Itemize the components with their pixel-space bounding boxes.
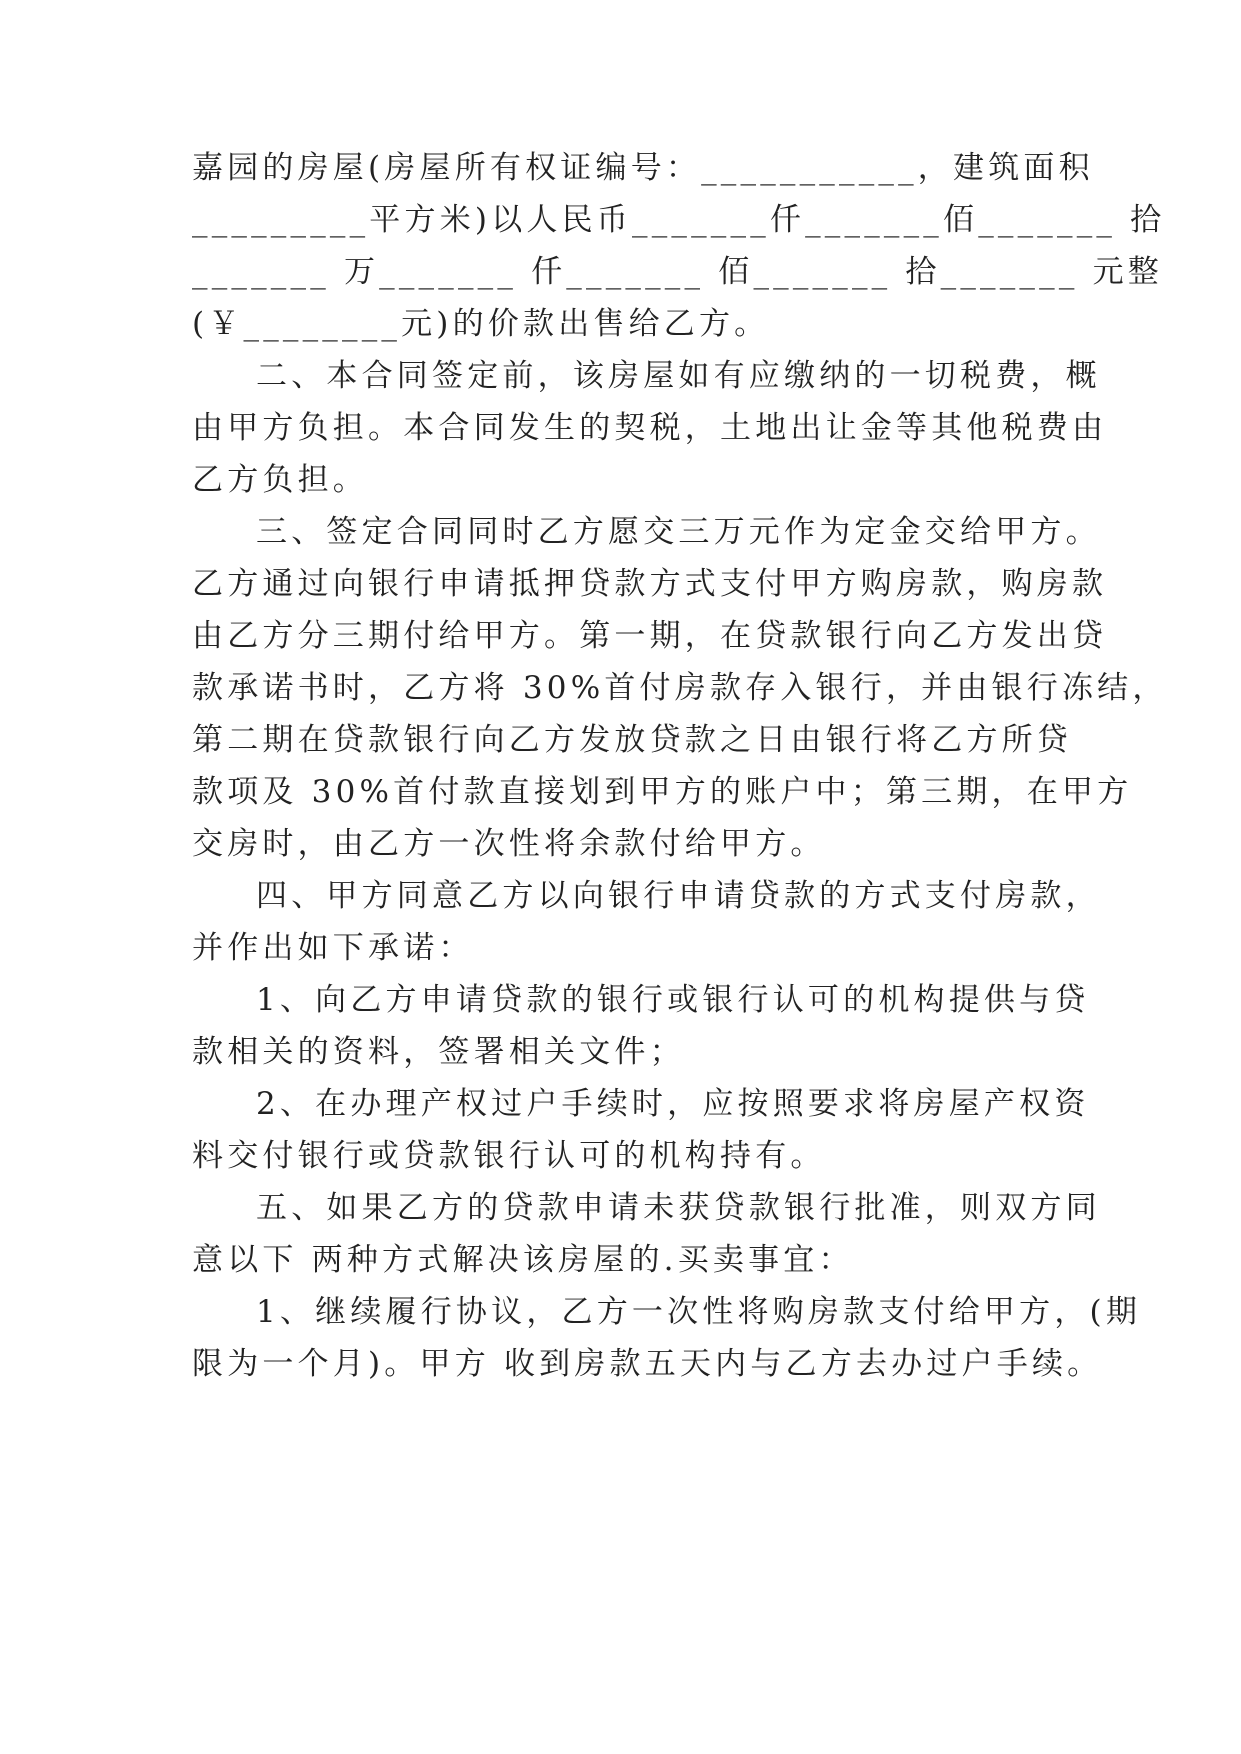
text-line: 乙方负担。: [192, 462, 368, 498]
text-line: 由甲方负担。本合同发生的契税，土地出让金等其他税费由: [192, 410, 1108, 446]
text-line: 2、在办理产权过户手续时，应按照要求将房屋产权资: [256, 1086, 1090, 1122]
text-line: 款承诺书时，乙方将 30%首付房款存入银行，并由银行冻结，: [192, 670, 1168, 706]
text-line: 款相关的资料，签署相关文件；: [192, 1034, 685, 1070]
text-line: 料交付银行或贷款银行认可的机构持有。: [192, 1138, 826, 1174]
text-line: 限为一个月)。甲方 收到房款五天内与乙方去办过户手续。: [192, 1346, 1103, 1382]
text-line: 乙方通过向银行申请抵押贷款方式支付甲方购房款，购房款: [192, 566, 1108, 602]
text-line: 第二期在贷款银行向乙方发放贷款之日由银行将乙方所贷: [192, 722, 1072, 758]
text-line: 交房时，由乙方一次性将余款付给甲方。: [192, 826, 826, 862]
text-line: 五、如果乙方的贷款申请未获贷款银行批准，则双方同: [256, 1190, 1101, 1226]
text-line: 四、甲方同意乙方以向银行申请贷款的方式支付房款，: [256, 878, 1101, 914]
text-line: _______ 万_______ 仟_______ 佰_______ 拾_______ 元整: [192, 254, 1163, 290]
text-line: 款项及 30%首付款直接划到甲方的账户中；第三期，在甲方: [192, 774, 1133, 810]
text-line: 1、继续履行协议，乙方一次性将购房款支付给甲方，(期: [256, 1294, 1142, 1330]
text-line: 二、本合同签定前，该房屋如有应缴纳的一切税费，概: [256, 358, 1101, 394]
text-line: (￥________元)的价款出售给乙方。: [192, 306, 770, 342]
text-line: _________平方米)以人民币_______仟_______佰_______ 拾: [192, 202, 1166, 238]
text-line: 1、向乙方申请贷款的银行或银行认可的机构提供与贷: [256, 982, 1090, 1018]
text-line: 意以下 两种方式解决该房屋的.买卖事宜：: [192, 1242, 854, 1278]
text-line: 并作出如下承诺：: [192, 930, 474, 966]
text-line: 三、签定合同同时乙方愿交三万元作为定金交给甲方。: [256, 514, 1101, 550]
text-line: 嘉园的房屋(房屋所有权证编号：___________，建筑面积: [192, 150, 1094, 186]
text-line: 由乙方分三期付给甲方。第一期，在贷款银行向乙方发出贷: [192, 618, 1108, 654]
